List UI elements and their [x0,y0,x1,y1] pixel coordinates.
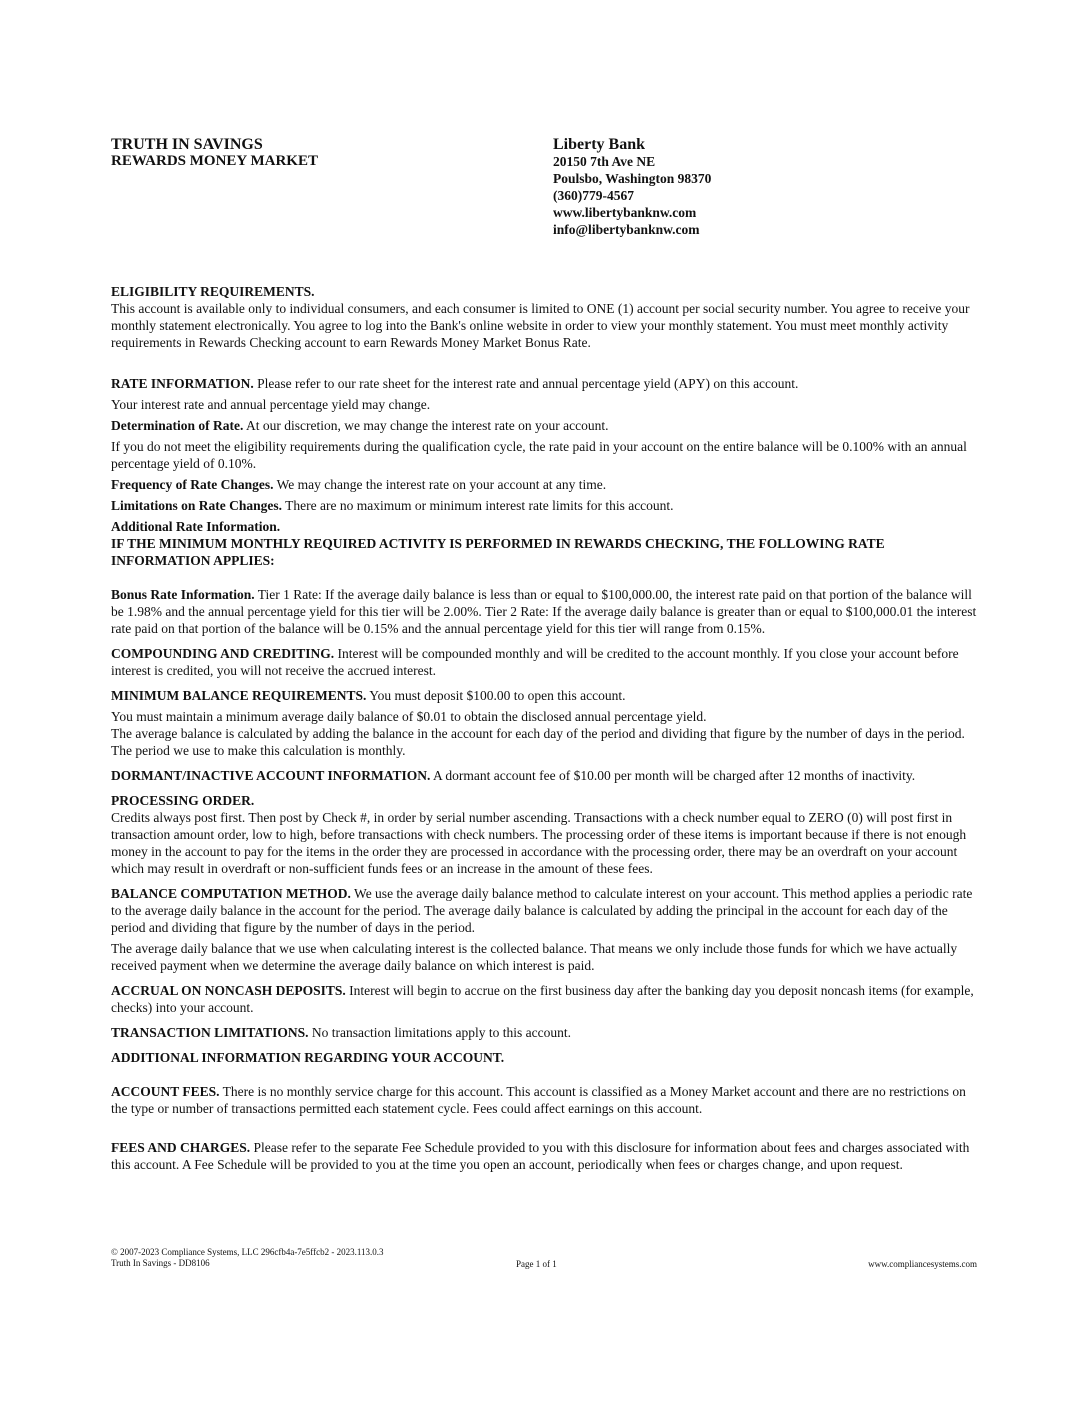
accrual-heading: ACCRUAL ON NONCASH DEPOSITS. [111,983,346,998]
transaction-limits-paragraph [111,1024,977,1041]
account-fees-text: There is no monthly service charge for this account. This account is classified as a Money Market account and there are no restrictions on the type or number of transactions permitted each statement cycle. Fees could affect earnings on this account. [111,1084,966,1116]
balance-method-paragraph [111,885,977,936]
balance-method-line2: The average daily balance that we use when calculating interest is the collected balance. That means we only include those funds for which we have actually received payment when we determine the average daily balance on which interest is paid. [111,941,958,973]
balance-method-heading: BALANCE COMPUTATION METHOD. [111,886,351,901]
account-fees-paragraph [111,1083,977,1117]
accrual-paragraph [111,982,977,1016]
bonus-rate-heading: Bonus Rate Information. [111,587,255,602]
footer-site: www.compliancesystems.com [868,1259,977,1269]
minimum-balance-paragraph [111,687,977,704]
bank-contact-block [553,136,711,238]
fees-charges-paragraph [111,1139,977,1173]
footer-copyright: © 2007-2023 Compliance Systems, LLC 296cfb4a-7e5ffcb2 - 2023.113.0.3 [111,1247,384,1257]
bonus-rate-paragraph [111,586,977,637]
compounding-text: Interest will be compounded monthly and will be credited to the account monthly. If you close your account before interest is credited, you will not receive the accrued interest. [111,646,959,678]
dormant-text: A dormant account fee of $10.00 per month will be charged after 12 months of inactivity. [433,768,916,783]
limitations-heading: Limitations on Rate Changes. [111,498,283,513]
footer-page-number: Page 1 of 1 [516,1259,557,1269]
rate-info-paragraph [111,375,977,392]
fees-charges-heading: FEES AND CHARGES. [111,1140,251,1155]
determination-paragraph [111,417,977,434]
document-title: TRUTH IN SAVINGS [111,136,263,153]
limitations-text: There are no maximum or minimum interest rate limits for this account. [285,498,674,513]
accrual-text: Interest will begin to accrue on the first business day after the banking day you deposit noncash items (for example, checks) into your account. [111,983,974,1015]
frequency-paragraph [111,476,977,493]
determination-text: At our discretion, we may change the interest rate on your account. [245,418,609,433]
minimum-balance-line2: You must maintain a minimum average daily balance of $0.01 to obtain the disclosed annual percentage yield. [111,709,707,724]
document-title-block [111,136,318,170]
limitations-paragraph [111,497,977,514]
rate-info-heading: RATE INFORMATION. [111,376,254,391]
dormant-paragraph [111,767,977,784]
document-subtitle: REWARDS MONEY MARKET [111,153,318,169]
frequency-text: We may change the interest rate on your account at any time. [276,477,607,492]
account-fees-heading: ACCOUNT FEES. [111,1084,220,1099]
minimum-balance-text: You must deposit $100.00 to open this account. [369,688,626,703]
not-meet-requirements-text: If you do not meet the eligibility requirements during the qualification cycle, the rate paid in your account on the entire balance will be 0.100% with an annual percentage yield of 0.10%. [111,439,967,471]
compounding-heading: COMPOUNDING AND CREDITING. [111,646,335,661]
eligibility-heading: ELIGIBILITY REQUIREMENTS. [111,284,315,299]
bank-email: info@libertybanknw.com [553,222,700,237]
bank-website: www.libertybanknw.com [553,205,697,220]
bonus-rate-text: Tier 1 Rate: If the average daily balance is less than or equal to $100,000.00, the interest rate paid on that portion of the balance will be 1.98% and the annual percentage yield for this tier will be 2.00%. Tier 2 Rate: If the average daily balance is greater than or equal to $100,000.01 the interest rate paid on that portion of the balance will be 0.15% and the annual percentage yield for this tier will range from 0.15%. [111,587,977,636]
minimum-balance-heading: MINIMUM BALANCE REQUIREMENTS. [111,688,367,703]
bank-address-line2: Poulsbo, Washington 98370 [553,171,712,186]
additional-info-heading: ADDITIONAL INFORMATION REGARDING YOUR ACCOUNT. [111,1050,505,1065]
minimum-balance-line3: The average balance is calculated by adding the balance in the account for each day of the period and dividing that figure by the number of days in the period. The period we use to make this calculation is monthly. [111,726,965,758]
footer-form-id: Truth In Savings - DD8106 [111,1258,210,1268]
processing-heading: PROCESSING ORDER. [111,793,255,808]
balance-method-text: We use the average daily balance method to calculate interest on your account. This method applies a periodic rate to the average daily balance in the account for the period. The average daily balance is calculated by adding the principal in the account for each day of the period and dividing that figure by the number of days in the period. [111,886,973,935]
additional-rate-caps: IF THE MINIMUM MONTHLY REQUIRED ACTIVITY IS PERFORMED IN REWARDS CHECKING, THE FOLLOWING RATE INFORMATION APPLIES: [111,536,885,568]
bank-phone: (360)779-4567 [553,188,634,203]
bank-address-line1: 20150 7th Ave NE [553,154,656,169]
frequency-heading: Frequency of Rate Changes. [111,477,274,492]
rate-info-text: Please refer to our rate sheet for the interest rate and annual percentage yield (APY) on this account. [257,376,799,391]
determination-heading: Determination of Rate. [111,418,244,433]
footer-left [111,1247,384,1269]
fees-charges-text: Please refer to the separate Fee Schedule provided to you with this disclosure for information about fees and charges associated with this account. A Fee Schedule will be provided to you at the time you open an account, periodically when fees or charges change, and upon request. [111,1140,970,1172]
transaction-limits-heading: TRANSACTION LIMITATIONS. [111,1025,309,1040]
eligibility-text: This account is available only to individual consumers, and each consumer is limited to ONE (1) account per social security number. You agree to receive your monthly statement electronically. You agree to log into the Bank's online website in order to view your monthly statement. You must meet monthly activity requirements in Rewards Checking account to earn Rewards Money Market Bonus Rate. [111,301,970,350]
bank-name: Liberty Bank [553,136,646,153]
processing-text: Credits always post first. Then post by Check #, in order by serial number ascending. Transactions with a check number equal to ZERO (0) will post first in transaction amount order, low to high, before transactions with check numbers. The processing order of these items is important because if there is not enough money in the account to pay for the items in the order they are processed in accordance with the processing order, there may be an overdraft on your account which may result in overdraft or non-sufficient funds fees or an increase in the amount of these fees. [111,810,967,876]
additional-rate-heading: Additional Rate Information. [111,519,281,534]
compounding-paragraph [111,645,977,679]
transaction-limits-text: No transaction limitations apply to this account. [311,1025,571,1040]
rate-may-change-text: Your interest rate and annual percentage yield may change. [111,397,431,412]
dormant-heading: DORMANT/INACTIVE ACCOUNT INFORMATION. [111,768,431,783]
disclosure-body [111,283,977,1173]
